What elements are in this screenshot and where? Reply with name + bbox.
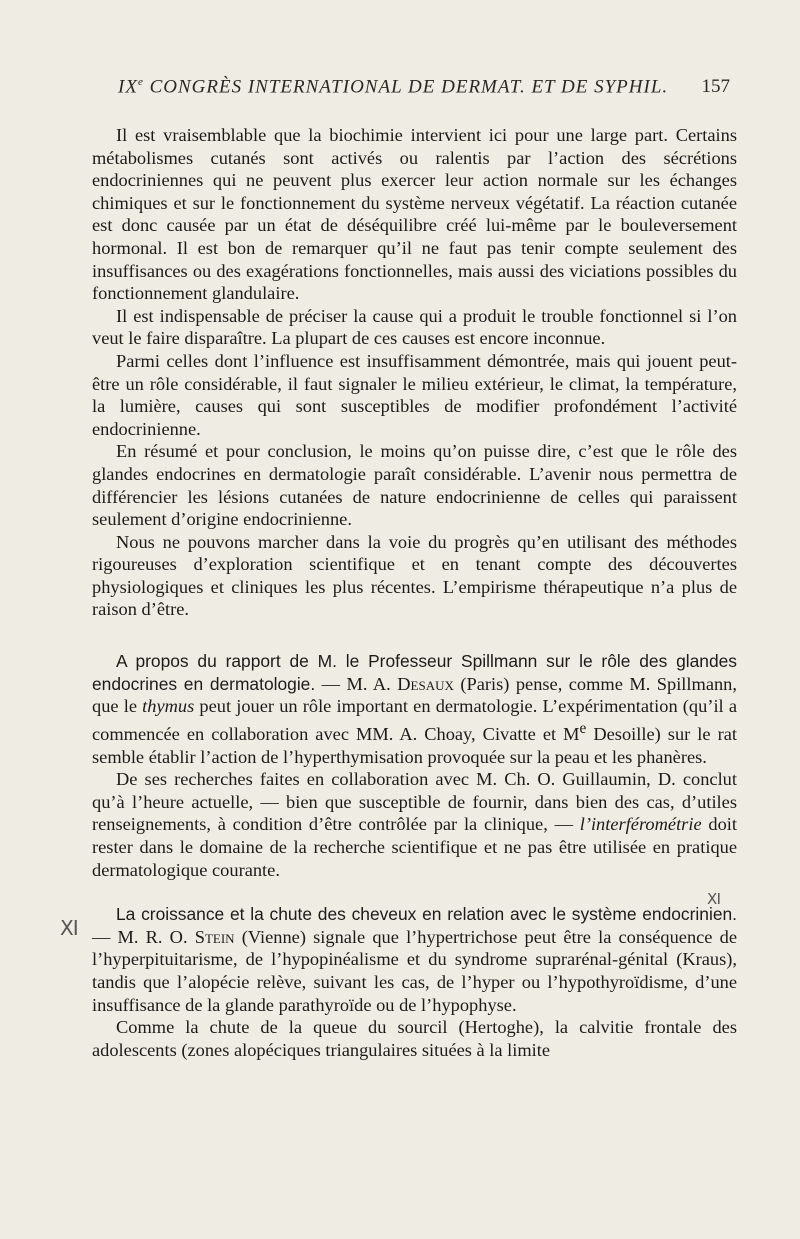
- paragraph: Parmi celles dont l’influence est insuffisamment démontrée, mais qui jouent peut-être un rôle considérable, il faut signaler le milieu extérieur, le climat, la température, la lumière, causes qui sont susceptibles de modifier profondément l’activité endocrinienne.: [92, 350, 737, 439]
- section-heading: A propos du rapport de M. le Professeur Spillmann sur le rôle des glandes endocrines en dermatologie.: [92, 651, 737, 694]
- section-paragraph: La croissance et la chute des cheveux en relation avec le système endocrinien. — M. R. O. Stein (Vienne) signale que l’hypertrichose peut être la conséquence de l’hyperpituitarisme, de l’hypopinéalisme et du syndrome suprarénal-génital (Kraus), tandis que l’alopécie relève, suivant les cas, de l’hyper ou l’hypothyroïdisme, d’une insuffisance de la glande parathyroïde ou de l’hypophyse.: [92, 904, 737, 1015]
- running-header: [118, 76, 730, 98]
- paragraph: En résumé et pour conclusion, le moins qu’on puisse dire, c’est que le rôle des glandes endocrines en dermatologie paraît considérable. L’avenir nous permettra de différencier les lésions cutanées de nature endocrinienne de celles qui paraissent seulement d’origine endocrinienne.: [92, 441, 737, 530]
- page-number: 157: [701, 76, 730, 98]
- author-name: Stein: [194, 926, 235, 947]
- paragraph: Nous ne pouvons marcher dans la voie du progrès qu’en utilisant des méthodes rigoureuses d’exploration scientifique et en tenant compte des découvertes physiologiques et cliniques les plus récentes. L’empirisme thérapeutique n’a plus de raison d’être.: [92, 531, 737, 620]
- section-paragraph: A propos du rapport de M. le Professeur Spillmann sur le rôle des glandes endocrines en dermatologie. — M. A. Desaux (Paris) pense, comme M. Spillmann, que le thymus peut jouer un rôle important en dermatologie. L’expérimentation (qu’il a commencée en collaboration avec MM. A. Choay, Civatte et Me Desoille) sur le rat semble établir l’action de l’hyperthymisation provoquée sur la peau et les phanères.: [92, 651, 737, 767]
- paragraph: De ses recherches faites en collaboration avec M. Ch. O. Guillaumin, D. conclut qu’à l’heure actuelle, — bien que susceptible de fournir, dans bien des cas, d’utiles renseignements, à condition d’être contrôlée par la clinique, — l’interférométrie doit rester dans le domaine de la recherche scientifique et ne pas être utilisée en pratique dermatologique courante.: [92, 769, 737, 880]
- paragraph: Il est indispensable de préciser la cause qui a produit le trouble fonctionnel si l’on veut le faire disparaître. La plupart de ces causes est encore inconnue.: [92, 305, 737, 349]
- body-text: [92, 124, 737, 1061]
- margin-mark: Ⅺ: [707, 890, 721, 908]
- paragraph: Il est vraisemblable que la biochimie intervient ici pour une large part. Certains métabolismes cutanés sont activés ou ralentis par l’action des sécrétions endocriniennes qui ne peuvent plus exercer leur action normale sur les échanges chimiques et sur le fonctionnement du système nerveux végétatif. La réaction cutanée est donc causée par un état de déséquilibre créé lui-même par le bouleversement hormonal. Il est bon de remarquer qu’il ne faut pas tenir compte seulement des insuffisances ou des exagérations fonctionnelles, mais aussi des viciations possibles du fonctionnement glandulaire.: [92, 125, 737, 304]
- margin-mark: Ⅺ: [60, 916, 79, 940]
- author-name: Desaux: [397, 673, 454, 694]
- paragraph: Comme la chute de la queue du sourcil (Hertoghe), la calvitie frontale des adolescents (zones alopéciques triangulaires situées à la limite: [92, 1017, 737, 1060]
- section-heading: La croissance et la chute des cheveux en relation avec le système endocrinien.: [116, 904, 737, 925]
- running-title: IXe CONGRÈS INTERNATIONAL DE DERMAT. ET DE SYPHIL.: [118, 76, 669, 98]
